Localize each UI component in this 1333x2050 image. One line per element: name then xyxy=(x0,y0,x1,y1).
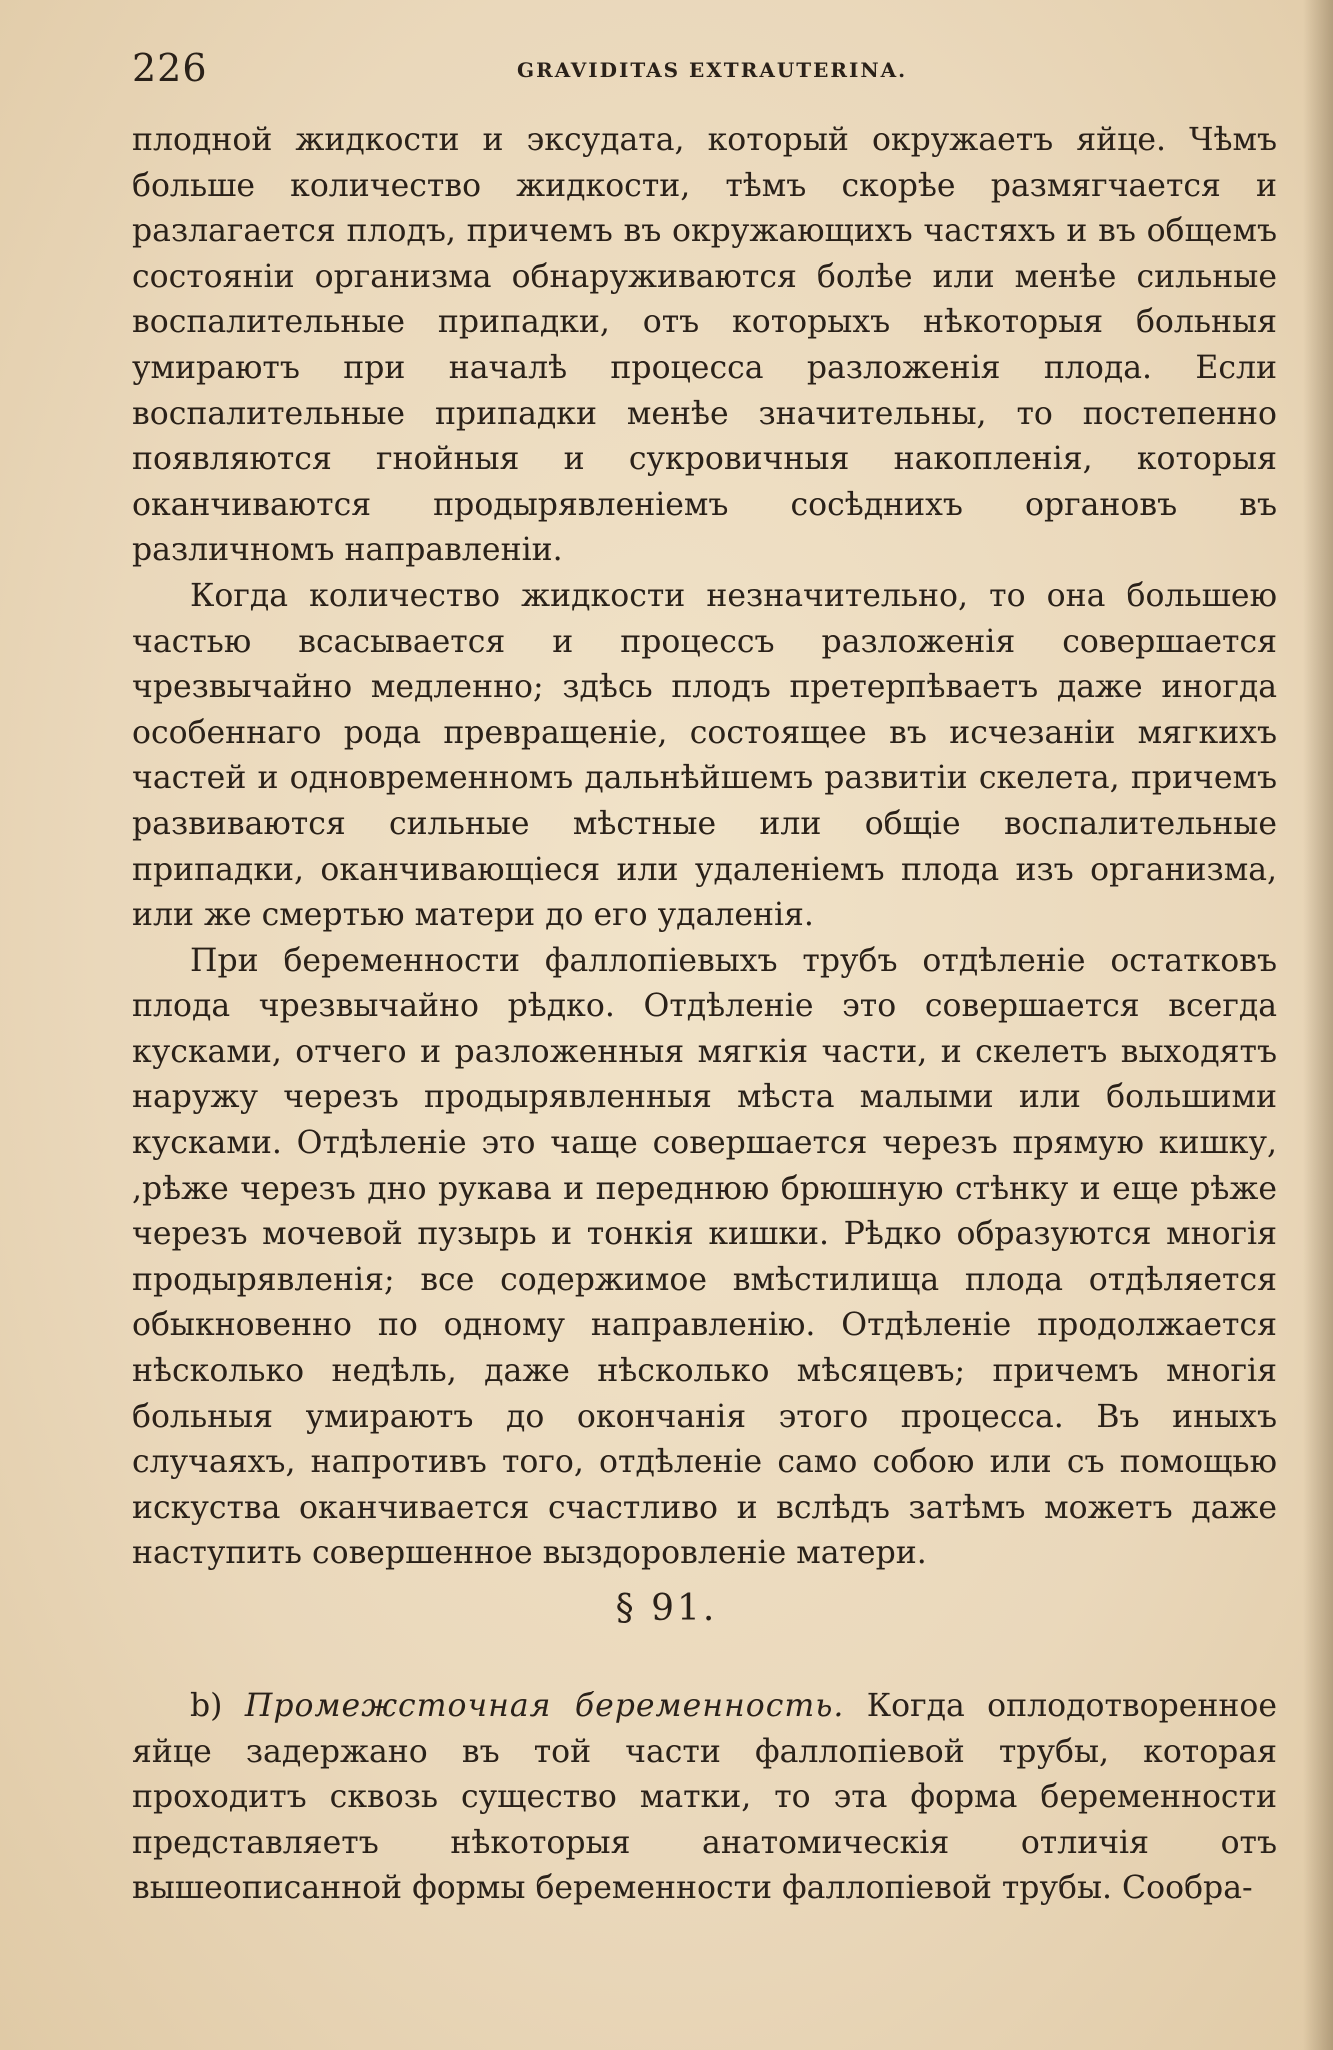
page-header xyxy=(132,46,1272,96)
section-heading: § 91. xyxy=(615,1588,718,1629)
section-paragraph xyxy=(132,1684,1277,1912)
page-edge-shadow xyxy=(1303,0,1333,2050)
paragraph-2: Когда количество жидкости незначительно, то она большею частью всасывается и процессъ разложенiя совершается чрезвычайно медленно; здѣсь плодъ претерпѣваетъ даже иногда особеннаго рода превращенiе, состоящее въ исчезанiи мягкихъ частей и одновременномъ дальнѣйшемъ развитiи скелета, причемъ развиваются сильные мѣстные или общiе воспалительные припадки, оканчивающiеся или удаленiемъ плода изъ организма, или же смертью матери до его удаленiя. xyxy=(132,577,1277,934)
page-number: 226 xyxy=(132,46,208,90)
paragraph-1: плодной жидкости и эксудата, который окружаетъ яйце. Чѣмъ больше количество жидкости, тѣмъ скорѣе размягчается и разлагается плодъ, причемъ въ окружающихъ частяхъ и въ общемъ состоянiи организма обнаруживаются болѣе или менѣе сильные воспалительные припадки, отъ которыхъ нѣкоторыя больныя умираютъ при началѣ процесса разложенiя плода. Если воспалительные припадки менѣе значительны, то постепенно появляются гнойныя и сукровичныя накопленiя, которыя оканчиваются продырявленiемъ сосѣднихъ органовъ въ различномъ направленiи. xyxy=(132,122,1277,569)
section-label: b) xyxy=(190,1688,223,1724)
section-title: Промежсточная беременность. xyxy=(244,1688,845,1724)
section-text: Когда оплодотворенное яйце задержано въ той части фаллопiевой трубы, которая проходитъ сквозь существо матки, то эта форма беременности представляетъ нѣкоторыя анатомическiя отличiя отъ вышеописанной формы беременности фаллопiевой трубы. Сообра- xyxy=(132,1688,1277,1907)
running-head: GRAVIDITAS EXTRAUTERINA. xyxy=(517,58,908,82)
paragraph-3: При беременности фаллопiевыхъ трубъ отдѣленiе остатковъ плода чрезвычайно рѣдко. Отдѣленiе это совершается всегда кусками, отчего и разложенныя мягкiя части, и скелетъ выходятъ наружу черезъ продырявленныя мѣста малыми или большими кусками. Отдѣленiе это чаще совершается черезъ прямую кишку, ,рѣже черезъ дно рукава и переднюю брюшную стѣнку и еще рѣже черезъ мочевой пузырь и тонкiя кишки. Рѣдко образуются многiя продырявленiя; все содержимое вмѣстилища плода отдѣляется обыкновенно по одному направленiю. Отдѣленiе продолжается нѣсколько недѣль, даже нѣсколько мѣсяцевъ; причемъ многiя больныя умираютъ до окончанiя этого процесса. Въ иныхъ случаяхъ, напротивъ того, отдѣленiе само собою или съ помощью искуства оканчивается счастливо и вслѣдъ затѣмъ можетъ даже наступить совершенное выздоровленiе матери. xyxy=(132,942,1277,1572)
body-text xyxy=(132,118,1277,1577)
section-body xyxy=(132,1684,1277,1912)
